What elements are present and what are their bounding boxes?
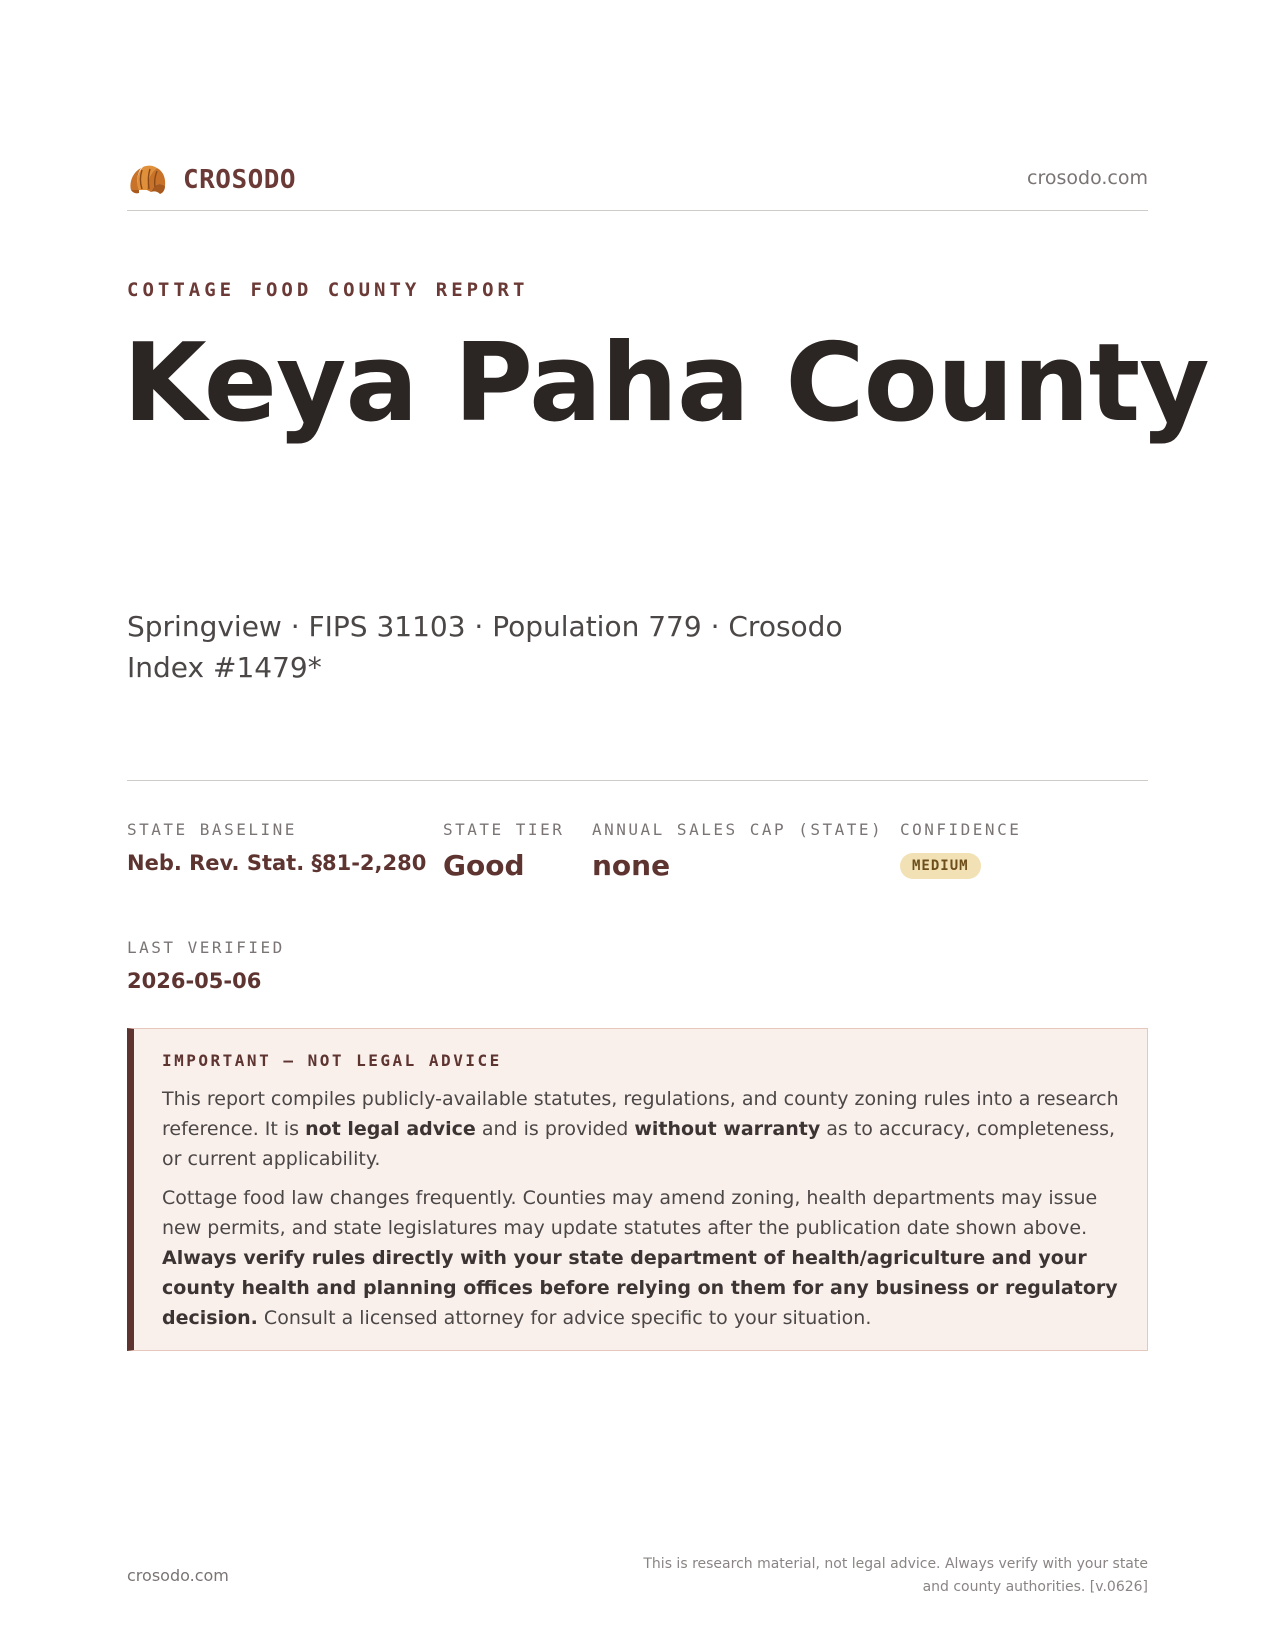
fact-label: STATE TIER: [443, 820, 565, 839]
notice-emphasis: without warranty: [634, 1118, 821, 1140]
notice-emphasis: Always verify rules directly with your state department of health/agriculture and your county health and planning offices before relying on them for any business or regulatory decision.: [162, 1247, 1118, 1329]
notice-text: and is provided: [475, 1118, 635, 1140]
fact-label: STATE BASELINE: [127, 820, 297, 839]
site-link[interactable]: crosodo.com: [1027, 167, 1148, 189]
footer-site-link[interactable]: crosodo.com: [127, 1566, 229, 1585]
notice-emphasis: not legal advice: [305, 1118, 476, 1140]
fact-state-baseline: [127, 820, 426, 875]
county-subtitle: Springview · FIPS 31103 · Population 779 · Crosodo Index #1479*: [127, 610, 843, 684]
notice-text: Consult a licensed attorney for advice specific to your situation.: [257, 1307, 872, 1329]
notice-title: IMPORTANT — NOT LEGAL ADVICE: [162, 1051, 502, 1070]
fact-value: Good: [443, 849, 525, 882]
fact-label: CONFIDENCE: [900, 820, 1022, 839]
notice-paragraph-2: [162, 1183, 1121, 1333]
fact-label: LAST VERIFIED: [127, 938, 285, 957]
page-header: [127, 156, 1148, 211]
brand-name: CROSODO: [183, 165, 297, 195]
fact-confidence: [900, 820, 1021, 879]
report-page: [123, 0, 1209, 1650]
footer-disclaimer: This is research material, not legal advice. Always verify with your state and county authorities. [v.0626]: [643, 1556, 1148, 1595]
fact-label: ANNUAL SALES CAP (STATE): [592, 820, 884, 839]
brand[interactable]: [127, 160, 296, 200]
notice-text: This report compiles publicly-available statutes, regulations, and county zoning rules into a research reference. It is: [162, 1088, 1119, 1140]
croissant-icon: [127, 160, 169, 200]
fact-sales-cap: [592, 820, 883, 882]
fact-value: Neb. Rev. Stat. §81-2,280: [127, 851, 427, 875]
notice-text: as to accuracy, completeness, or current applicability.: [162, 1118, 1116, 1170]
county-title: Keya Paha County: [123, 321, 1209, 446]
confidence-badge: MEDIUM: [900, 853, 981, 879]
fact-value: none: [592, 849, 671, 882]
notice-text: Cottage food law changes frequently. Counties may amend zoning, health departments may issue new permits, and state legislatures may update statutes after the publication date shown above.: [162, 1187, 1098, 1239]
fact-state-tier: [443, 820, 564, 882]
legal-notice: [127, 1028, 1148, 1351]
fact-last-verified: [127, 938, 285, 993]
section-divider: [127, 780, 1148, 781]
report-type-label: COTTAGE FOOD COUNTY REPORT: [127, 279, 529, 301]
notice-paragraph-1: [162, 1084, 1121, 1174]
fact-value: 2026-05-06: [127, 969, 262, 993]
